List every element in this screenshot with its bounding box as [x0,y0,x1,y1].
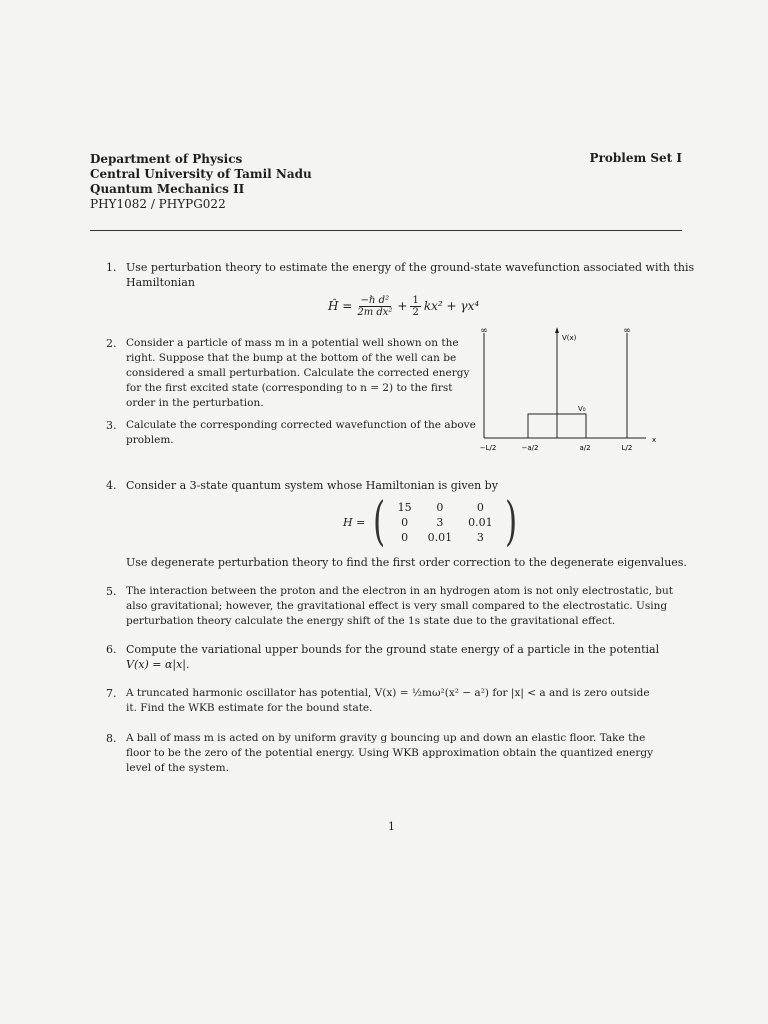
problem-set-title: Problem Set I [589,151,682,165]
infinity-left: ∞ [480,326,488,336]
fraction-numerator: −ℏ d² [360,294,390,306]
question-line: A ball of mass m is acted on by uniform gravity g bouncing up and down an elastic floor. Take the [126,732,646,744]
hamiltonian-equation [328,292,479,320]
question-line: Compute the variational upper bounds for the ground state energy of a particle in the potential [126,643,660,656]
question-number: 8. [106,732,117,745]
hamiltonian-lhs: Ĥ = [328,299,353,313]
matrix-cell: 0 [476,500,484,514]
infinity-right: ∞ [623,326,631,336]
plus-sign: + [397,299,408,313]
question-line: floor to be the zero of the potential energy. Using WKB approximation obtain the quantized energy [126,747,654,759]
question-line: also gravitational; however, the gravitational effect is very small compared to the electrostatic. Using [126,600,668,612]
v0-label: V₀ [578,405,586,413]
tick-label: a/2 [579,444,591,452]
course-name: Quantum Mechanics II [90,182,245,196]
question-number: 3. [106,419,117,432]
question-line: problem. [126,434,174,446]
page-number: 1 [388,820,395,833]
course-code: PHY1082 / PHYPG022 [90,197,226,211]
matrix-table [390,500,501,545]
question-line: order in the perturbation. [126,397,264,409]
right-paren: ) [504,492,517,552]
question-line: Hamiltonian [126,276,195,289]
matrix-cell: 0.01 [468,515,493,529]
fraction-numerator: 1 [412,294,419,306]
v-axis-label: V(x) [562,334,577,342]
matrix-row [390,515,501,530]
question-line: right. Suppose that the bump at the bottom of the well can be [126,352,457,364]
potential-well-diagram [470,325,670,460]
question-line: Use perturbation theory to estimate the energy of the ground-state wavefunction associated with this [126,261,695,274]
tick-label: −L/2 [479,444,497,452]
v-axis-arrow-icon [555,327,559,333]
fraction-denominator: 2 [412,306,419,318]
question-line: Consider a particle of mass m in a potential well shown on the [126,337,459,349]
header-divider [90,230,682,231]
university-name: Central University of Tamil Nadu [90,167,312,181]
matrix-cell: 3 [476,530,484,544]
fraction-kinetic [355,295,394,318]
question-line: The interaction between the proton and the electron in an hydrogen atom is not only electrostatic, but [126,585,673,597]
potential-terms: kx² + γx⁴ [423,299,480,313]
header-block [90,152,312,212]
question-line: Consider a 3-state quantum system whose Hamiltonian is given by [126,479,498,492]
fraction-half [410,295,420,318]
matrix-cell: 0 [401,530,409,544]
matrix-cell: 0.01 [427,530,453,544]
question-number: 6. [106,643,117,656]
question-number: 7. [106,687,117,700]
department-name: Department of Physics [90,152,243,166]
question-line: considered a small perturbation. Calculate the corrected energy [126,367,470,379]
question-line: perturbation theory calculate the energy shift of the 1s state due to the gravitational effect. [126,615,616,627]
question-number: 2. [106,337,117,350]
question-number: 1. [106,261,117,274]
question-number: 4. [106,479,117,492]
question-number: 5. [106,585,117,598]
fraction-denominator: 2m dx² [357,306,393,318]
tick-label: L/2 [621,444,633,452]
question-4-followup: Use degenerate perturbation theory to find the first order correction to the degenerate eigenvalues. [126,556,687,569]
matrix-label: H = [343,515,366,529]
matrix-cell: 3 [436,515,444,529]
matrix-cell: 0 [401,515,409,529]
matrix-row [390,530,501,545]
question-line: A truncated harmonic oscillator has potential, V(x) = ½mω²(x² − a²) for |x| < a and is zero outside [126,687,650,699]
question-line: Calculate the corresponding corrected wavefunction of the above [126,419,476,431]
question-line: level of the system. [126,762,229,774]
matrix-cell: 0 [436,500,444,514]
x-axis-label: x [652,436,657,444]
question-line: it. Find the WKB estimate for the bound state. [126,702,373,714]
matrix-row [390,500,501,515]
hamiltonian-matrix [343,492,521,552]
question-line: V(x) = α|x|. [126,658,190,671]
matrix-cell: 15 [397,500,412,514]
tick-label: −a/2 [521,444,539,452]
question-line: for the first excited state (corresponding to n = 2) to the first [126,382,453,394]
left-paren: ( [373,492,386,552]
